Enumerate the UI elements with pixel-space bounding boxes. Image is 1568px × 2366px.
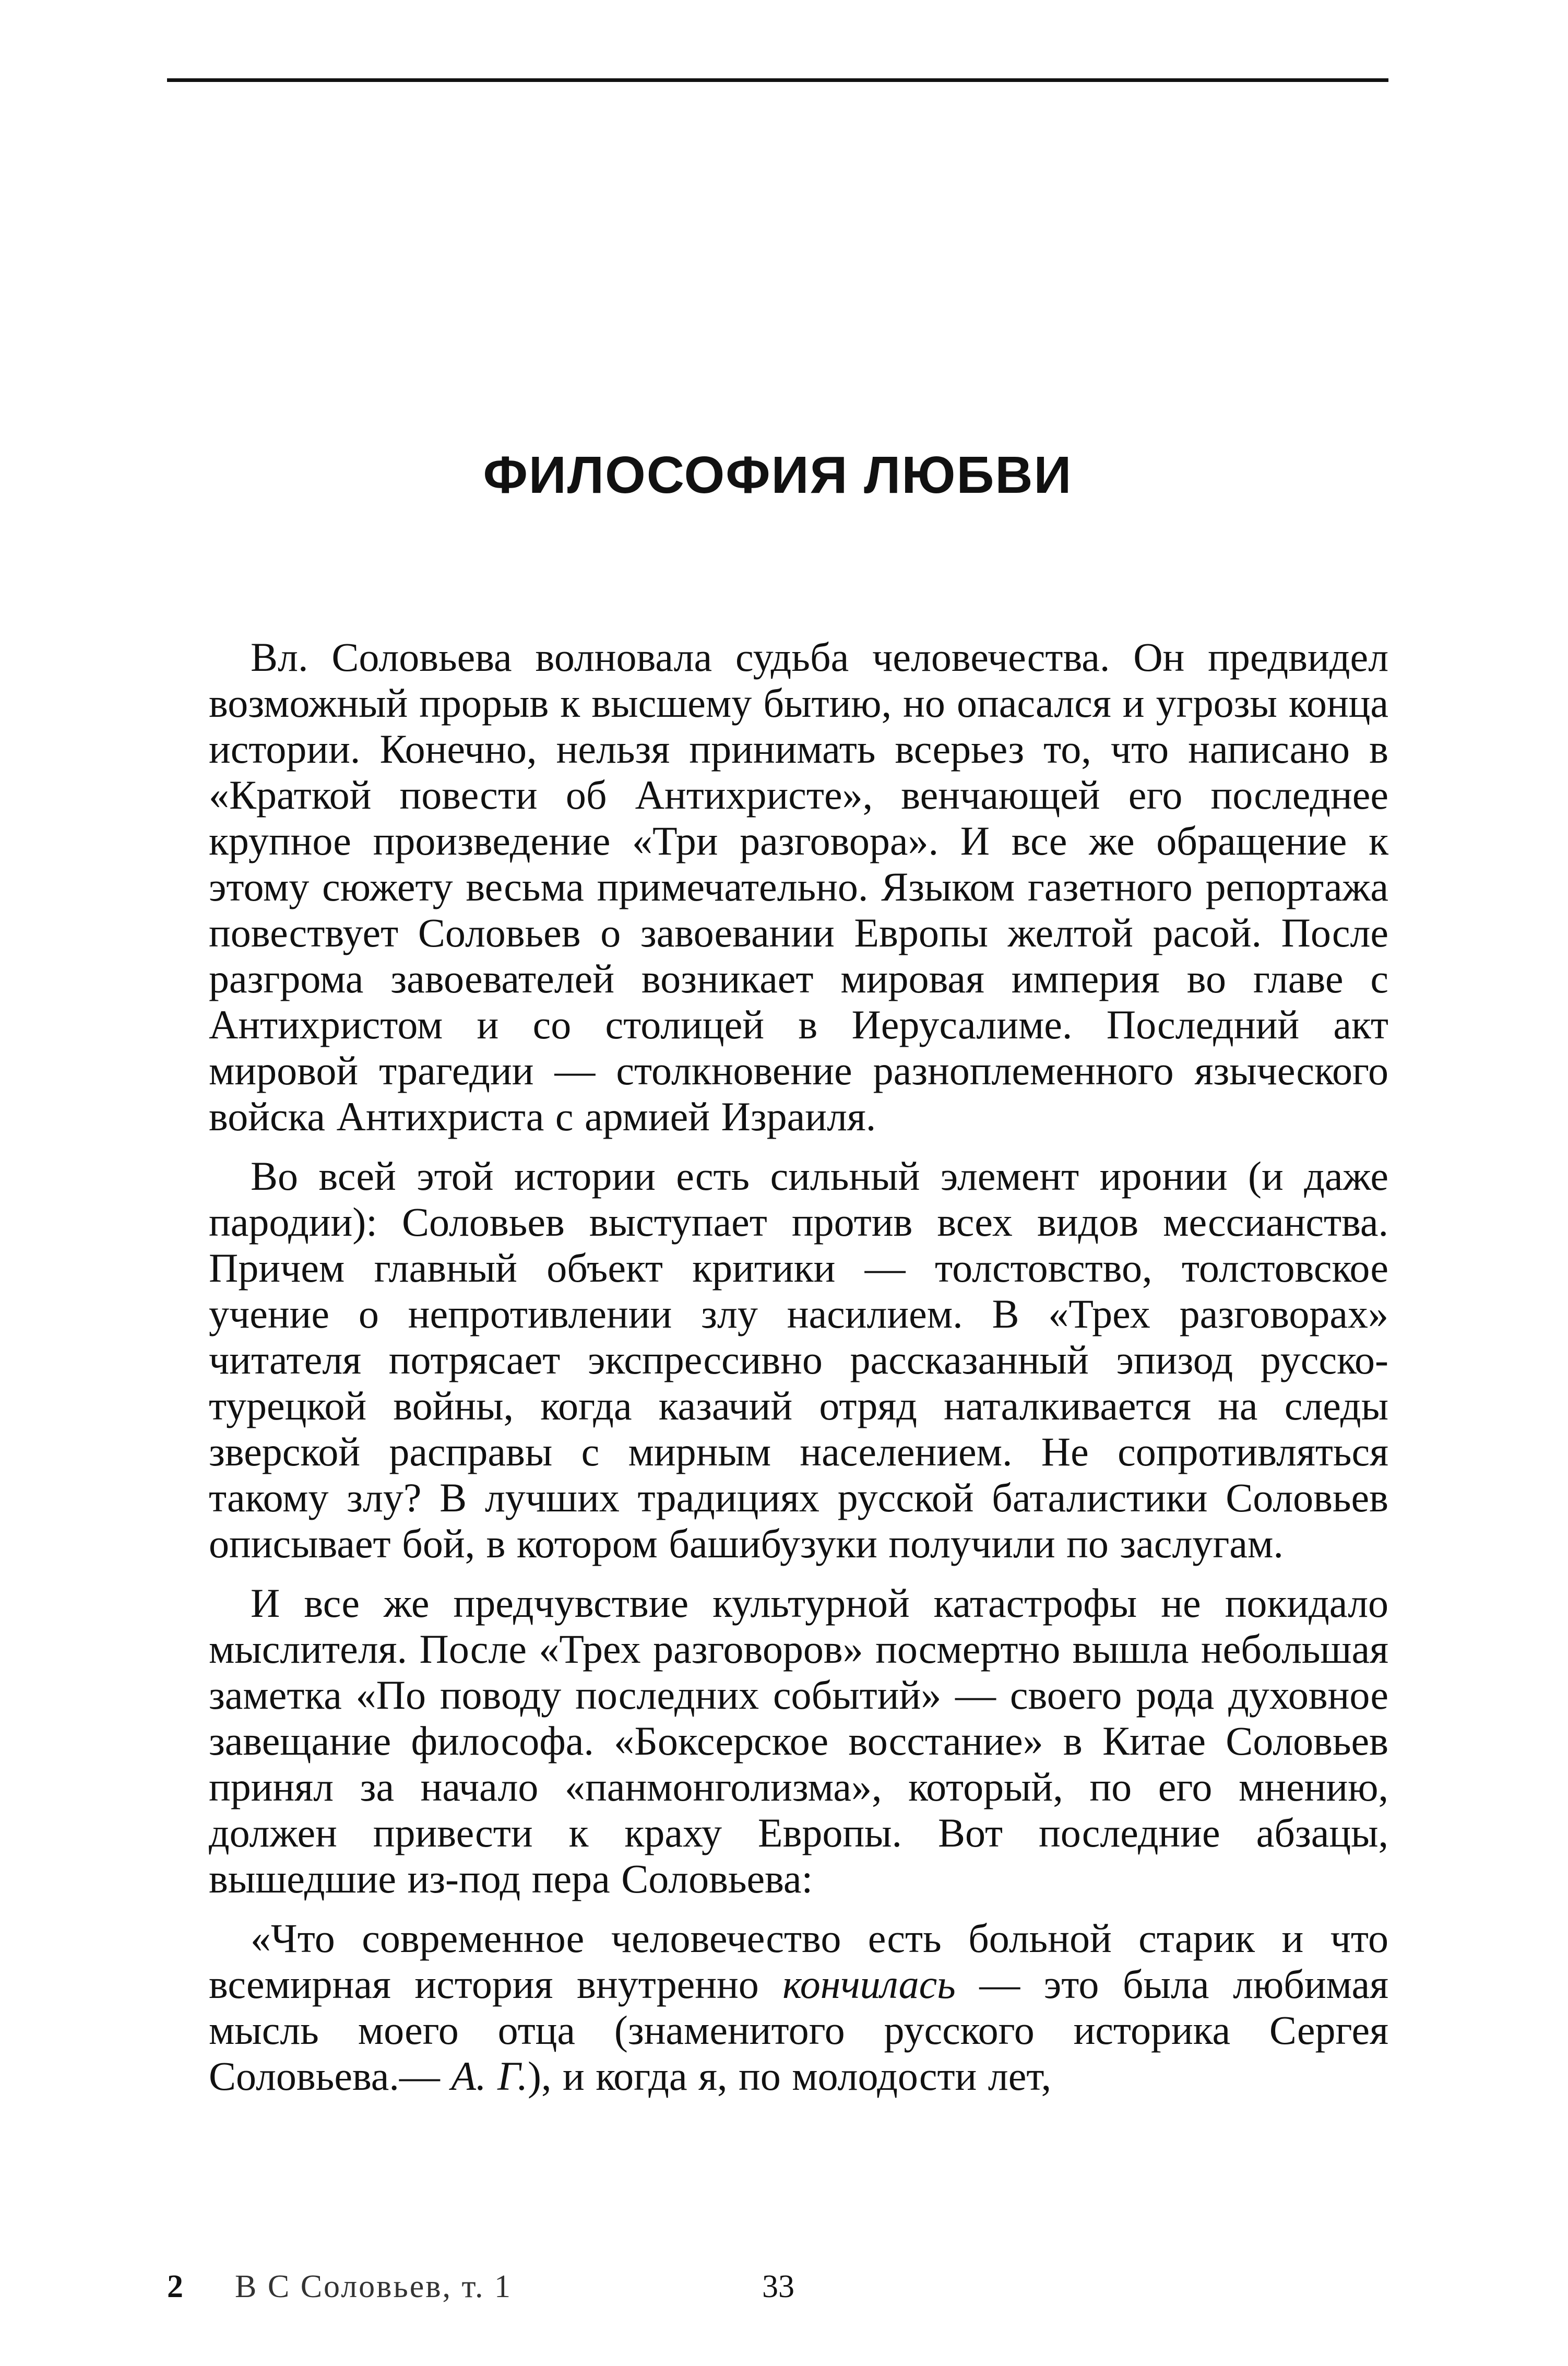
paragraph-3: И все же предчувствие культурной катастрофы не покидало мыслителя. После «Трех разговоров» посмертно вышла небольшая заметка «По поводу последних событий» — своего рода духовное завещание философа. «Боксерское восстание» в Китае Соловьев принял за начало «панмонголизма», который, по его мнению, должен привести к краху Европы. Вот последние абзацы, вышедшие из-под пера Соловьева: — [209, 1580, 1388, 1901]
signature-mark: 2 — [167, 2269, 183, 2304]
top-rule — [167, 78, 1388, 82]
author-initials: А. Г. — [451, 2053, 528, 2099]
paragraph-4-text-start: «Что современное человечество есть больной старик и что всемирная история внутренно — [209, 1915, 1388, 2007]
signature-text: В С Соловьев, т. 1 — [235, 2269, 512, 2304]
body-text — [209, 634, 1388, 2099]
paragraph-4-text-end: ), и когда я, по молодости лет, — [528, 2053, 1052, 2099]
paragraph-2: Во всей этой истории есть сильный элемент иронии (и даже пародии): Соловьев выступает против всех видов мессианства. Причем главный объект критики — толстовство, толстовское учение о непротивлении злу насилием. В «Трех разговорах» читателя потрясает экспрессивно рассказанный эпизод русско-турецкой войны, когда казачий отряд наталкивается на следы зверской расправы с мирным населением. Не сопротивляться такому злу? В лучших традициях русской баталистики Соловьев описывает бой, в котором башибузуки получили по заслугам. — [209, 1153, 1388, 1566]
paragraph-4-text-middle: — это была любимая мысль моего отца (знаменитого русского историка Сергея Соловьева.— — [209, 1961, 1388, 2099]
page-number: 33 — [762, 2269, 794, 2304]
emphasized-word: кончилась — [782, 1961, 956, 2007]
paragraph-1: Вл. Соловьева волновала судьба человечества. Он предвидел возможный прорыв к высшему бытию, но опасался и угрозы конца истории. Конечно, нельзя принимать всерьез то, что написано в «Краткой повести об Антихристе», венчающей его последнее крупное произведение «Три разговора». И все же обращение к этому сюжету весьма примечательно. Языком газетного репортажа повествует Соловьев о завоевании Европы желтой расой. После разгрома завоевателей возникает мировая империя во главе с Антихристом и со столицей в Иерусалиме. Последний акт мировой трагедии — столкновение разноплеменного языческого войска Антихриста с армией Израиля. — [209, 634, 1388, 1139]
page-footer — [167, 2261, 846, 2313]
chapter-title: ФИЛОСОФИЯ ЛЮБВИ — [483, 446, 1073, 504]
paragraph-4 — [209, 1915, 1388, 2099]
